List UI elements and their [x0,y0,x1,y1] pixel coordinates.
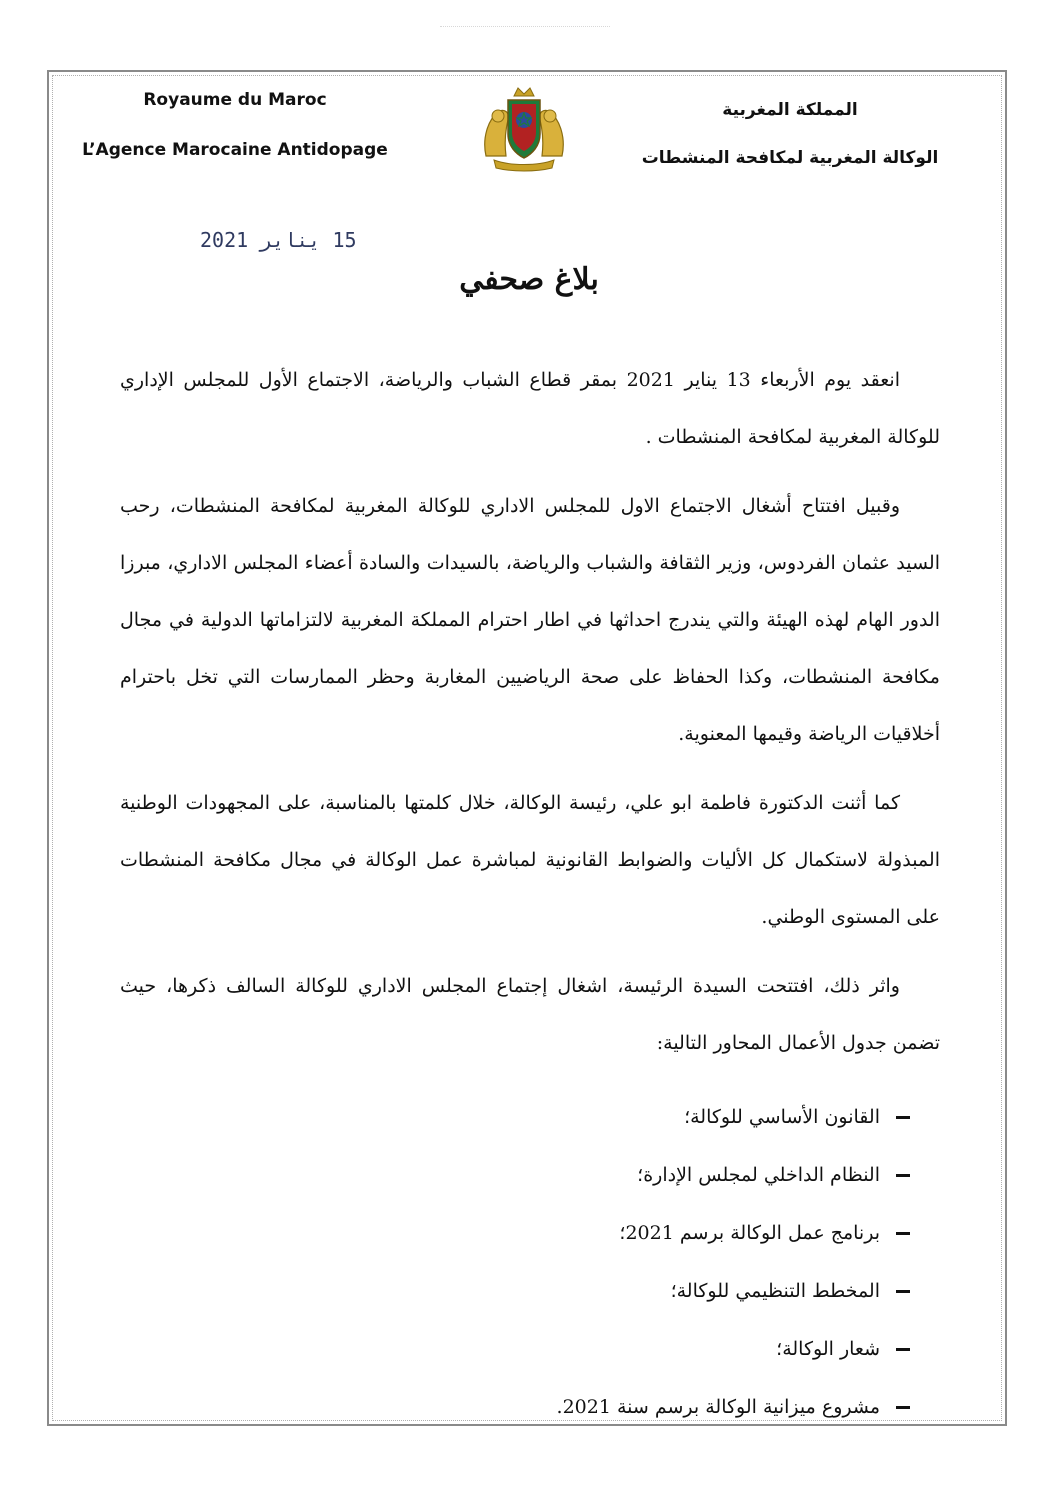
kingdom-name-ar: المملكة المغربية [722,100,858,120]
agency-name-ar: الوكالة المغربية لمكافحة المنشطات [641,148,939,168]
agenda-intro: واثر ذلك، افتتحت السيدة الرئيسة، اشغال إجتماع المجلس الاداري للوكالة السالف ذكرها، حيث تضمن جدول الأعمال المحاور التالية: [120,975,940,1054]
paragraph: كما أثنت الدكتورة فاطمة ابو علي، رئيسة الوكالة، خلال كلمتها بالمناسبة، على المجهودات الوطنية المبذولة لاستكمال كل الأليات والضوابط القانونية لمباشرة عمل الوكالة في مجال مكافحة المنشطات على المستوى الوطني. [120,792,940,928]
document-body [120,352,940,1436]
document-title: بلاغ صحفي [459,262,599,297]
list-item: المخطط التنظيمي للوكالة؛ [120,1262,910,1320]
kingdom-name-fr: Royaume du Maroc [143,90,327,110]
list-item: مشروع ميزانية الوكالة برسم سنة 2021. [120,1378,910,1436]
coat-of-arms-icon [476,86,572,172]
scan-artifact [440,12,610,27]
list-item: شعار الوكالة؛ [120,1320,910,1378]
list-item: النظام الداخلي لمجلس الإدارة؛ [120,1146,910,1204]
paragraph: انعقد يوم الأربعاء 13 يناير 2021 بمقر قطاع الشباب والرياضة، الاجتماع الأول للمجلس الإداري للوكالة المغربية لمكافحة المنشطات . [120,369,940,448]
date-stamp: 15 يناير 2021 [200,228,357,252]
paragraph: وقبيل افتتاح أشغال الاجتماع الاول للمجلس الاداري للوكالة المغربية لمكافحة المنشطات، رحب السيد عثمان الفردوس، وزير الثقافة والشباب والرياضة، بالسيدات والسادة أعضاء المجلس الاداري، مبرزا الدور الهام لهذه الهيئة والتي يندرج احداثها في اطار احترام المملكة المغربية لالتزاماتها الدولية في مجال مكافحة المنشطات، وكذا الحفاظ على صحة الرياضيين المغاربة وحظر الممارسات التي تخل باحترام أخلاقيات الرياضة وقيمها المعنوية. [120,495,940,745]
agency-name-fr: L’Agence Marocaine Antidopage [82,140,388,160]
list-item: برنامج عمل الوكالة برسم 2021؛ [120,1204,910,1262]
list-item: القانون الأساسي للوكالة؛ [120,1088,910,1146]
agenda-list [120,1088,940,1436]
